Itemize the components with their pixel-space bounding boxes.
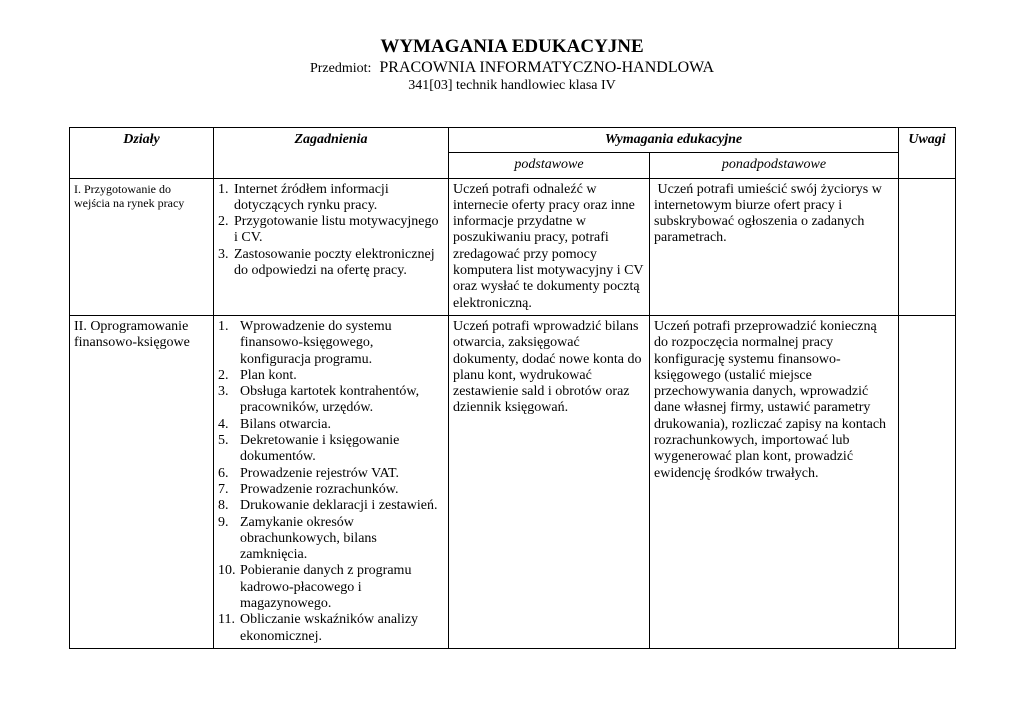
list-item: 8. Drukowanie deklaracji i zestawień.: [218, 498, 438, 514]
header-dzialy: Działy: [70, 128, 214, 179]
header-ponadpodstawowe: ponadpodstawowe: [650, 153, 899, 178]
zagadnienia-list: [218, 182, 444, 280]
zagadnienia-cell: [214, 178, 449, 315]
table-row: [70, 178, 956, 315]
list-item: 11. Obliczanie wskaźników analizy ekonomicznej.: [218, 612, 419, 644]
ponadpodstawowe-cell: Uczeń potrafi przeprowadzić konieczną do rozpoczęcia normalnej pracy konfigurację systemu finansowo-księgowego (ustalić miejsce przechowywania danych, wprowadzić dane własnej firmy, ustawić parametry drukowania), rozliczać zapisy na kontach rozrachunkowych, importować lub wygenerować plan kont, prowadzić ewidencję środków trwałych.: [650, 315, 899, 648]
dzial-cell: II. Oprogramowanie finansowo-księgowe: [70, 315, 214, 648]
header-wymagania: Wymagania edukacyjne: [449, 128, 899, 153]
list-item: 1. Internet źródłem informacji dotyczących rynku pracy.: [218, 181, 389, 213]
header-podstawowe: podstawowe: [449, 153, 650, 178]
dzial-cell: I. Przygotowanie do wejścia na rynek pracy: [70, 178, 214, 315]
header-row: [70, 128, 956, 153]
subject-line: [0, 59, 1024, 77]
list-item: 3. Obsługa kartotek kontrahentów, pracowników, urzędów.: [218, 384, 420, 416]
list-item: 7. Prowadzenie rozrachunków.: [218, 481, 399, 497]
list-item: 6. Prowadzenie rejestrów VAT.: [218, 465, 400, 481]
requirements-table: [69, 127, 956, 649]
ponadpodstawowe-cell: Uczeń potrafi umieścić swój życiorys w internetowym biurze ofert pracy i subskrybować ogłoszenia o zadanych parametrach.: [650, 178, 899, 315]
list-item: 2. Przygotowanie listu motywacyjnego i CV.: [218, 214, 439, 246]
subject-label: Przedmiot:: [309, 61, 372, 76]
list-item: 4. Bilans otwarcia.: [218, 416, 331, 432]
subject-name: PRACOWNIA INFORMATYCZNO-HANDLOWA: [379, 59, 715, 76]
podstawowe-cell: Uczeń potrafi odnaleźć w internecie oferty pracy oraz inne informacje przydatne w poszukiwaniu pracy, potrafi zredagować przy pomocy komputera list motywacyjny i CV oraz wysłać te dokumenty pocztą elektroniczną.: [449, 178, 650, 315]
table-row: [70, 315, 956, 648]
list-item: 2. Plan kont.: [218, 367, 297, 383]
list-item: 3. Zastosowanie poczty elektronicznej do odpowiedzi na ofertę pracy.: [218, 246, 435, 279]
podstawowe-cell: Uczeń potrafi wprowadzić bilans otwarcia, zaksięgować dokumenty, dodać nowe konta do planu kont, wydrukować zestawienie sald i obrotów oraz dziennik księgowań.: [449, 315, 650, 648]
header-uwagi: Uwagi: [899, 128, 956, 179]
list-item: 9. Zamykanie okresów obrachunkowych, bilans zamknięcia.: [218, 514, 377, 563]
list-item: 5. Dekretowanie i księgowanie dokumentów.: [218, 433, 400, 465]
class-line: 341[03] technik handlowiec klasa IV: [408, 78, 616, 93]
uwagi-cell: [899, 178, 956, 315]
zagadnienia-list: [218, 319, 444, 645]
document-title: WYMAGANIA EDUKACYJNE: [380, 36, 644, 57]
uwagi-cell: [899, 315, 956, 648]
header-zagadnienia: Zagadnienia: [214, 128, 449, 179]
list-item: 1. Wprowadzenie do systemu finansowo-księgowego, konfiguracja programu.: [218, 318, 392, 367]
list-item: 10. Pobieranie danych z programu kadrowo-płacowego i magazynowego.: [218, 563, 412, 612]
zagadnienia-cell: [214, 315, 449, 648]
